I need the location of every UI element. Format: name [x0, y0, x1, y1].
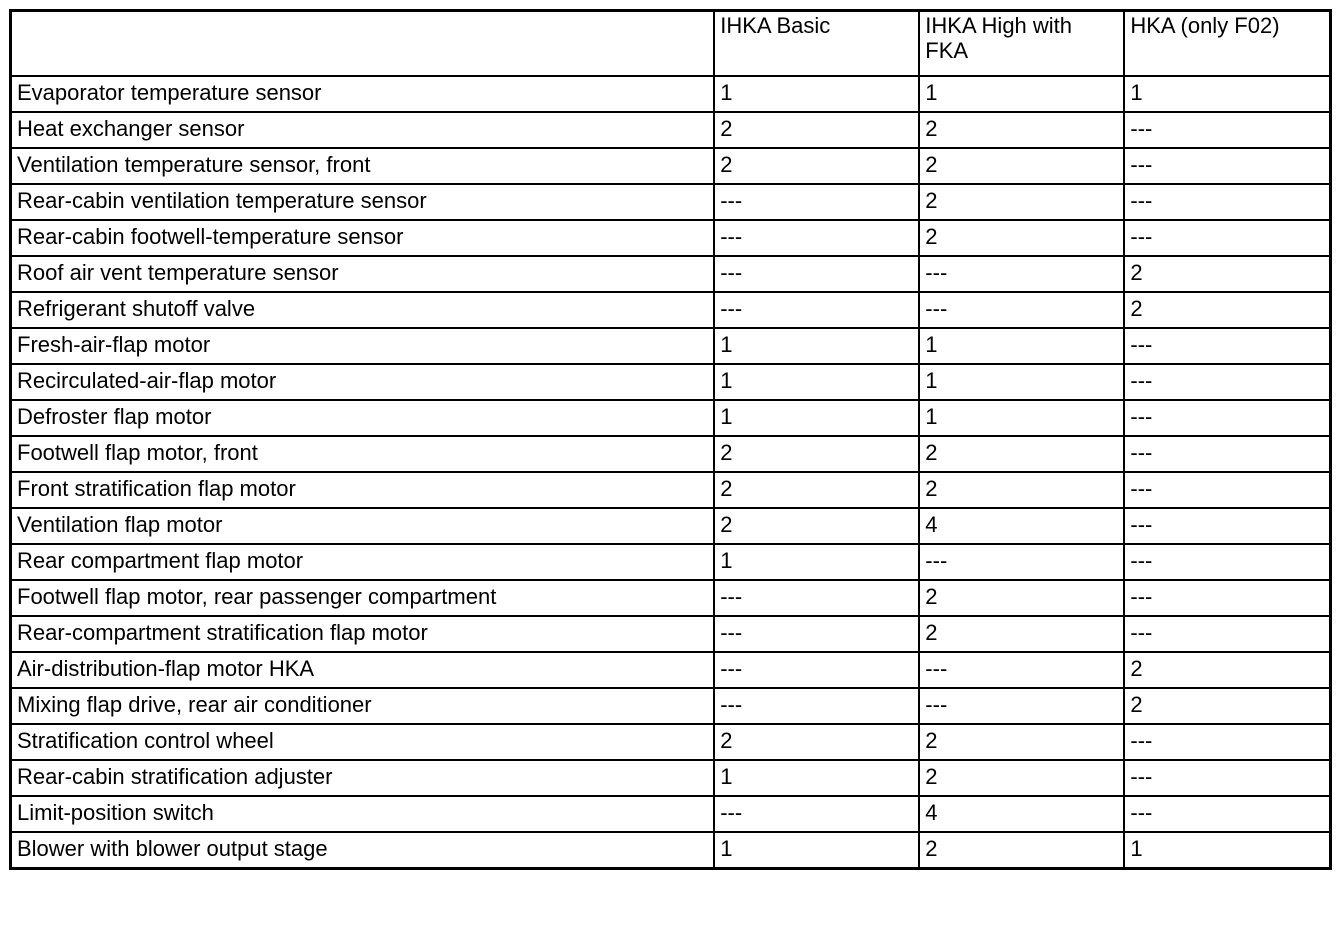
component-name-cell: Stratification control wheel [11, 724, 715, 760]
quantity-cell: 1 [714, 400, 919, 436]
component-name-cell: Footwell flap motor, front [11, 436, 715, 472]
table-row [11, 292, 1331, 328]
quantity-cell: 2 [919, 472, 1124, 508]
quantity-cell: --- [1124, 760, 1330, 796]
table-row [11, 724, 1331, 760]
quantity-cell: 4 [919, 508, 1124, 544]
quantity-cell: --- [1124, 112, 1330, 148]
quantity-cell: --- [1124, 472, 1330, 508]
quantity-cell: --- [714, 220, 919, 256]
quantity-cell: 2 [919, 436, 1124, 472]
quantity-cell: 1 [919, 76, 1124, 112]
table-row [11, 256, 1331, 292]
table-row [11, 220, 1331, 256]
quantity-cell: 1 [714, 544, 919, 580]
component-name-cell: Rear-compartment stratification flap motor [11, 616, 715, 652]
component-name-cell: Footwell flap motor, rear passenger compartment [11, 580, 715, 616]
table-row [11, 652, 1331, 688]
quantity-cell: 2 [1124, 256, 1330, 292]
quantity-cell: --- [919, 256, 1124, 292]
quantity-cell: 2 [919, 724, 1124, 760]
quantity-cell: 2 [714, 724, 919, 760]
table-row [11, 580, 1331, 616]
quantity-cell: 2 [1124, 652, 1330, 688]
quantity-cell: 2 [919, 148, 1124, 184]
quantity-cell: 2 [714, 472, 919, 508]
component-name-cell: Air-distribution-flap motor HKA [11, 652, 715, 688]
quantity-cell: 1 [919, 400, 1124, 436]
components-quantity-table [9, 9, 1332, 870]
quantity-cell: 2 [919, 832, 1124, 869]
quantity-cell: 2 [919, 580, 1124, 616]
table-row [11, 472, 1331, 508]
quantity-cell: --- [1124, 436, 1330, 472]
component-name-cell: Mixing flap drive, rear air conditioner [11, 688, 715, 724]
quantity-cell: --- [714, 292, 919, 328]
quantity-cell: 2 [919, 112, 1124, 148]
table-row [11, 184, 1331, 220]
table-row [11, 436, 1331, 472]
table-row [11, 688, 1331, 724]
quantity-cell: --- [1124, 364, 1330, 400]
quantity-cell: 2 [919, 616, 1124, 652]
quantity-cell: 2 [714, 112, 919, 148]
table-row [11, 544, 1331, 580]
quantity-cell: 1 [714, 760, 919, 796]
quantity-cell: 1 [714, 832, 919, 869]
component-name-cell: Rear-cabin stratification adjuster [11, 760, 715, 796]
quantity-cell: --- [714, 688, 919, 724]
quantity-cell: 2 [714, 508, 919, 544]
component-name-cell: Heat exchanger sensor [11, 112, 715, 148]
quantity-cell: --- [714, 184, 919, 220]
quantity-cell: 2 [919, 220, 1124, 256]
table-row [11, 832, 1331, 869]
quantity-cell: --- [714, 256, 919, 292]
quantity-cell: --- [919, 688, 1124, 724]
quantity-cell: --- [919, 292, 1124, 328]
table-row [11, 76, 1331, 112]
quantity-cell: 2 [1124, 292, 1330, 328]
component-name-cell: Rear compartment flap motor [11, 544, 715, 580]
component-name-cell: Rear-cabin ventilation temperature sensor [11, 184, 715, 220]
table-row [11, 760, 1331, 796]
component-name-cell: Roof air vent temperature sensor [11, 256, 715, 292]
quantity-cell: 1 [1124, 76, 1330, 112]
table-header [11, 11, 1331, 77]
component-name-cell: Defroster flap motor [11, 400, 715, 436]
quantity-cell: 2 [919, 760, 1124, 796]
quantity-cell: --- [1124, 796, 1330, 832]
table-row [11, 400, 1331, 436]
component-name-cell: Limit-position switch [11, 796, 715, 832]
header-cell-variant: HKA (only F02) [1124, 11, 1330, 77]
quantity-cell: --- [714, 796, 919, 832]
quantity-cell: --- [1124, 220, 1330, 256]
quantity-cell: 2 [714, 148, 919, 184]
component-name-cell: Blower with blower output stage [11, 832, 715, 869]
component-name-cell: Ventilation temperature sensor, front [11, 148, 715, 184]
table-row [11, 796, 1331, 832]
quantity-cell: --- [1124, 724, 1330, 760]
quantity-cell: 2 [1124, 688, 1330, 724]
component-name-cell: Evaporator temperature sensor [11, 76, 715, 112]
quantity-cell: 2 [919, 184, 1124, 220]
table-row [11, 364, 1331, 400]
quantity-cell: --- [714, 652, 919, 688]
quantity-cell: 1 [1124, 832, 1330, 869]
quantity-cell: --- [1124, 148, 1330, 184]
quantity-cell: --- [1124, 580, 1330, 616]
quantity-cell: --- [1124, 616, 1330, 652]
quantity-cell: --- [714, 580, 919, 616]
quantity-cell: --- [919, 652, 1124, 688]
table-row [11, 328, 1331, 364]
table-body [11, 76, 1331, 869]
quantity-cell: 4 [919, 796, 1124, 832]
table-row [11, 148, 1331, 184]
component-name-cell: Refrigerant shutoff valve [11, 292, 715, 328]
component-name-cell: Fresh-air-flap motor [11, 328, 715, 364]
header-cell-variant: IHKA Basic [714, 11, 919, 77]
quantity-cell: 1 [714, 76, 919, 112]
component-name-cell: Front stratification flap motor [11, 472, 715, 508]
table-row [11, 508, 1331, 544]
quantity-cell: 1 [919, 364, 1124, 400]
quantity-cell: --- [714, 616, 919, 652]
table-row [11, 112, 1331, 148]
quantity-cell: --- [1124, 508, 1330, 544]
quantity-cell: --- [919, 544, 1124, 580]
quantity-cell: 1 [714, 364, 919, 400]
component-name-cell: Rear-cabin footwell-temperature sensor [11, 220, 715, 256]
header-cell-component [11, 11, 715, 77]
quantity-cell: --- [1124, 544, 1330, 580]
quantity-cell: 1 [714, 328, 919, 364]
quantity-cell: --- [1124, 328, 1330, 364]
table-header-row [11, 11, 1331, 77]
component-name-cell: Recirculated-air-flap motor [11, 364, 715, 400]
quantity-cell: --- [1124, 184, 1330, 220]
quantity-cell: 1 [919, 328, 1124, 364]
quantity-cell: 2 [714, 436, 919, 472]
quantity-cell: --- [1124, 400, 1330, 436]
component-name-cell: Ventilation flap motor [11, 508, 715, 544]
header-cell-variant: IHKA High with FKA [919, 11, 1124, 77]
table-row [11, 616, 1331, 652]
